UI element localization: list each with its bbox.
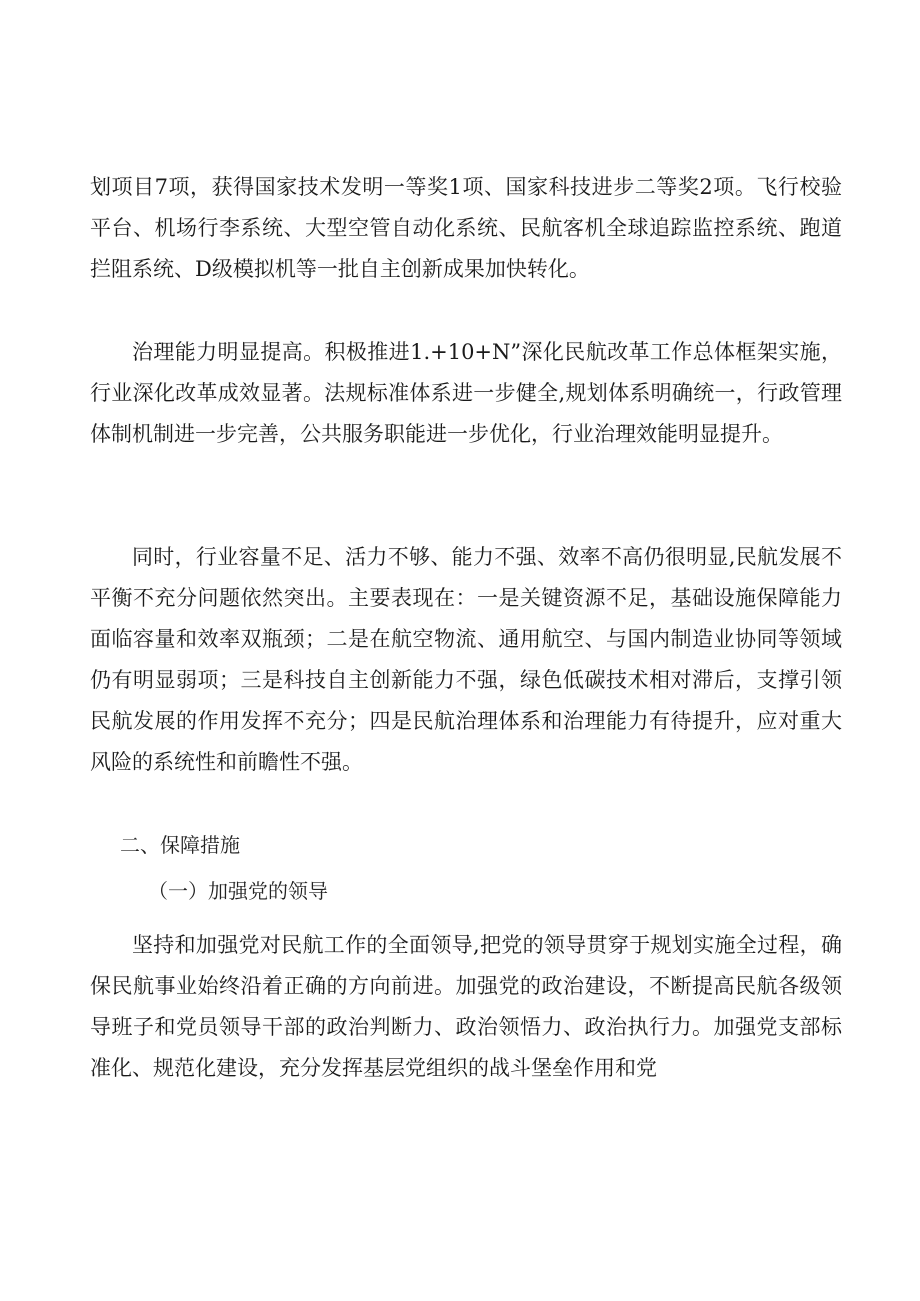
section-heading: 二、保障措施 [120, 833, 240, 857]
paragraph-party-leadership: 坚持和加强党对民航工作的全面领导,把党的领导贯穿于规划实施全过程，确保民航事业始终沿着正确的方向前进。加强党的政治建设，不断提高民航各级领导班子和党员领导干部的政治判断力、政治领悟力、政治执行力。加强党支部标准化、规范化建设，充分发挥基层党组织的战斗堡垒作用和党 [90, 933, 842, 1080]
paragraph-governance-capacity: 治理能力明显提高。积极推进1.+10+N”深化民航改革工作总体框架实施，行业深化改革成效显著。法规标准体系进一步健全,规划体系明确统一，行政管理体制机制进一步完善，公共服务职能进一步优化，行业治理效能明显提升。 [90, 340, 842, 446]
paragraph-innovation-results: 划项目7项，获得国家技术发明一等奖1项、国家科技进步二等奖2项。飞行校验平台、机场行李系统、大型空管自动化系统、民航客机全球追踪监控系统、跑道拦阻系统、D级模拟机等一批自主创新成果加快转化。 [90, 175, 842, 281]
subsection-heading: （一）加强党的领导 [148, 879, 328, 903]
paragraph-problems: 同时，行业容量不足、活力不够、能力不强、效率不高仍很明显,民航发展不平衡不充分问题依然突出。主要表现在：一是关键资源不足，基础设施保障能力面临容量和效率双瓶颈；二是在航空物流、通用航空、与国内制造业协同等领域仍有明显弱项；三是科技自主创新能力不强，绿色低碳技术相对滞后，支撑引领民航发展的作用发挥不充分；四是民航治理体系和治理能力有待提升，应对重大风险的系统性和前瞻性不强。 [90, 545, 842, 774]
